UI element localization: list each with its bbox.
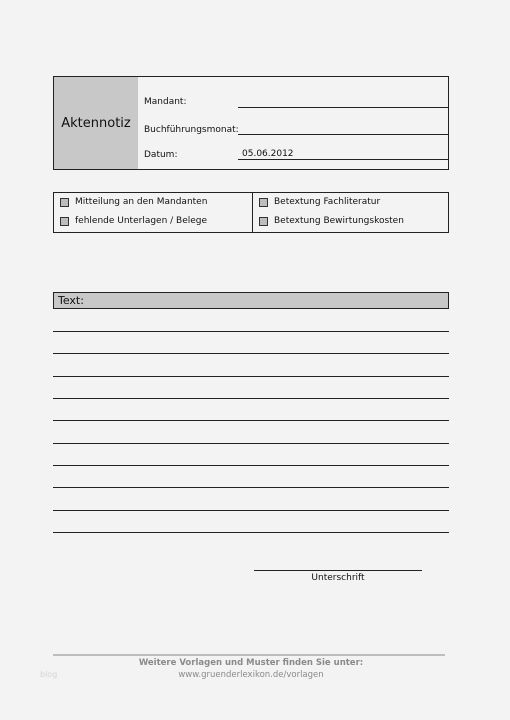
checkbox-label: fehlende Unterlagen / Belege xyxy=(75,216,208,226)
text-line[interactable] xyxy=(53,398,449,399)
text-line[interactable] xyxy=(53,465,449,466)
buchfuehrungsmonat-label: Buchführungsmonat: xyxy=(144,125,239,135)
checkbox-label: Mitteilung an den Mandanten xyxy=(75,197,208,207)
text-line[interactable] xyxy=(53,443,449,444)
footer-divider xyxy=(53,654,445,656)
buchfuehrungsmonat-field[interactable] xyxy=(238,134,448,135)
checkbox-label: Betextung Bewirtungskosten xyxy=(274,216,404,226)
datum-field[interactable] xyxy=(238,159,448,160)
text-line[interactable] xyxy=(53,420,449,421)
text-line[interactable] xyxy=(53,331,449,332)
text-section-header: Text: xyxy=(53,292,449,309)
text-line[interactable] xyxy=(53,376,449,377)
text-line[interactable] xyxy=(53,353,449,354)
mandant-label: Mandant: xyxy=(144,97,187,107)
checkbox-item[interactable] xyxy=(60,197,207,207)
checkbox-icon[interactable] xyxy=(60,217,69,226)
signature-line[interactable] xyxy=(254,570,422,571)
footer-text: Weitere Vorlagen und Muster finden Sie unter: xyxy=(138,658,364,668)
datum-label: Datum: xyxy=(144,150,178,160)
checkbox-item[interactable] xyxy=(259,197,380,207)
text-line[interactable] xyxy=(53,510,449,511)
mandant-field[interactable] xyxy=(238,107,448,108)
footer-link[interactable]: www.gruenderlexikon.de/vorlagen xyxy=(178,670,324,680)
document-title: Aktennotiz xyxy=(54,77,138,169)
signature-label: Unterschrift xyxy=(311,573,365,583)
watermark: blog xyxy=(40,670,58,679)
checkbox-icon[interactable] xyxy=(60,198,69,207)
checkbox-icon[interactable] xyxy=(259,198,268,207)
header-box xyxy=(53,76,449,170)
datum-value: 05.06.2012 xyxy=(242,149,294,159)
text-line[interactable] xyxy=(53,532,449,533)
category-checkboxes xyxy=(53,192,449,233)
checkbox-item[interactable] xyxy=(60,216,207,226)
column-divider xyxy=(252,193,253,232)
checkbox-label: Betextung Fachliteratur xyxy=(274,197,381,207)
checkbox-item[interactable] xyxy=(259,216,404,226)
checkbox-icon[interactable] xyxy=(259,217,268,226)
text-line[interactable] xyxy=(53,487,449,488)
